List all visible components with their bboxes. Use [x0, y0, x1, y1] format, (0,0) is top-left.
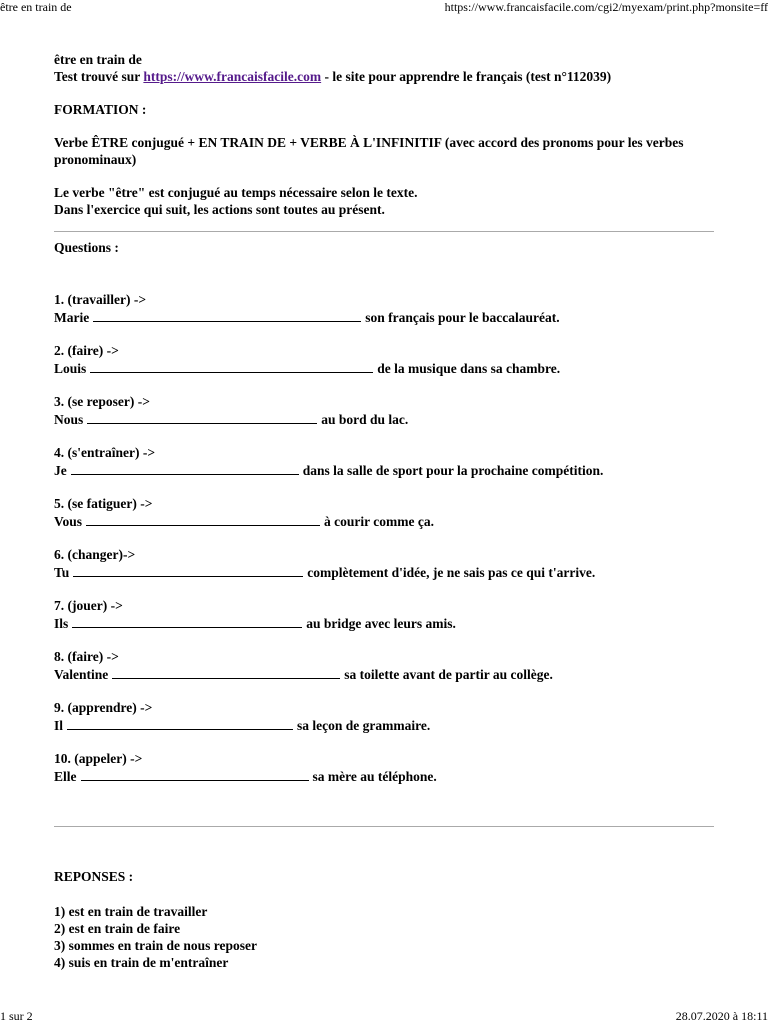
answer-blank[interactable] [71, 461, 299, 475]
answer-blank[interactable] [112, 665, 340, 679]
site-link[interactable]: https://www.francaisfacile.com [143, 69, 322, 84]
question-prompt: 1. (travailler) -> [54, 292, 147, 307]
question-rest: dans la salle de sport pour la prochaine compétition. [302, 463, 604, 478]
question-rest: sa mère au téléphone. [312, 769, 437, 784]
note-line-2: Dans l'exercice qui suit, les actions sont toutes au présent. [54, 202, 385, 217]
print-timestamp: 28.07.2020 à 18:11 [675, 1009, 768, 1023]
question-subject: Louis [54, 361, 87, 376]
question-subject: Nous [54, 412, 84, 427]
question-prompt: 5. (se fatiguer) -> [54, 496, 153, 511]
source-line [54, 68, 714, 85]
answer-item: 4) suis en train de m'entraîner [54, 955, 229, 970]
question-rest: sa leçon de grammaire. [297, 718, 431, 733]
divider-bottom [54, 826, 714, 827]
question-prompt: 2. (faire) -> [54, 343, 119, 358]
note-line-1: Le verbe "être" est conjugué au temps nécessaire selon le texte. [54, 185, 418, 200]
answer-item: 1) est en train de travailler [54, 904, 208, 919]
questions-heading: Questions : [54, 240, 119, 255]
question-item [54, 495, 434, 530]
formation-rule: Verbe ÊTRE conjugué + EN TRAIN DE + VERBE À L'INFINITIF (avec accord des pronoms pour les verbes pronominaux) [54, 135, 684, 167]
document-intro [54, 51, 714, 218]
question-item [54, 291, 560, 326]
question-prompt: 4. (s'entraîner) -> [54, 445, 156, 460]
question-prompt: 3. (se reposer) -> [54, 394, 150, 409]
page-counter: 1 sur 2 [0, 1009, 33, 1023]
divider-top [54, 231, 714, 232]
question-rest: au bridge avec leurs amis. [306, 616, 456, 631]
answer-blank[interactable] [72, 614, 302, 628]
doc-title: être en train de [54, 52, 142, 67]
question-prompt: 7. (jouer) -> [54, 598, 123, 613]
question-rest: complètement d'idée, je ne sais pas ce qui t'arrive. [307, 565, 596, 580]
question-subject: Je [54, 463, 67, 478]
question-rest: au bord du lac. [321, 412, 409, 427]
page-url: https://www.francaisfacile.com/cgi2/myexam/print.php?monsite=ff [444, 0, 768, 14]
question-item [54, 546, 595, 581]
question-item [54, 699, 430, 734]
formation-heading: FORMATION : [54, 102, 147, 117]
answers-heading: REPONSES : [54, 869, 134, 884]
question-rest: sa toilette avant de partir au collège. [344, 667, 553, 682]
question-item [54, 444, 603, 479]
answer-blank[interactable] [93, 308, 361, 322]
question-prompt: 6. (changer)-> [54, 547, 136, 562]
source-prefix: Test trouvé sur [54, 69, 141, 84]
answer-blank[interactable] [67, 716, 293, 730]
answer-list [54, 903, 257, 971]
question-subject: Elle [54, 769, 77, 784]
question-prompt: 10. (appeler) -> [54, 751, 143, 766]
question-prompt: 8. (faire) -> [54, 649, 119, 664]
answer-blank[interactable] [90, 359, 373, 373]
question-subject: Ils [54, 616, 69, 631]
tab-title: être en train de [0, 0, 72, 14]
question-subject: Tu [54, 565, 70, 580]
answer-blank[interactable] [81, 767, 309, 781]
question-rest: de la musique dans sa chambre. [377, 361, 561, 376]
answer-blank[interactable] [86, 512, 320, 526]
question-item [54, 597, 456, 632]
question-rest: à courir comme ça. [324, 514, 434, 529]
question-subject: Valentine [54, 667, 109, 682]
answer-item: 3) sommes en train de nous reposer [54, 938, 257, 953]
question-subject: Marie [54, 310, 90, 325]
answer-blank[interactable] [73, 563, 303, 577]
question-subject: Vous [54, 514, 83, 529]
question-item [54, 648, 553, 683]
question-subject: Il [54, 718, 64, 733]
question-item [54, 342, 560, 377]
question-item [54, 393, 408, 428]
answer-blank[interactable] [87, 410, 317, 424]
question-prompt: 9. (apprendre) -> [54, 700, 153, 715]
question-rest: son français pour le baccalauréat. [365, 310, 560, 325]
answer-item: 2) est en train de faire [54, 921, 181, 936]
question-item [54, 750, 437, 785]
source-suffix: - le site pour apprendre le français (test n°112039) [324, 69, 612, 84]
